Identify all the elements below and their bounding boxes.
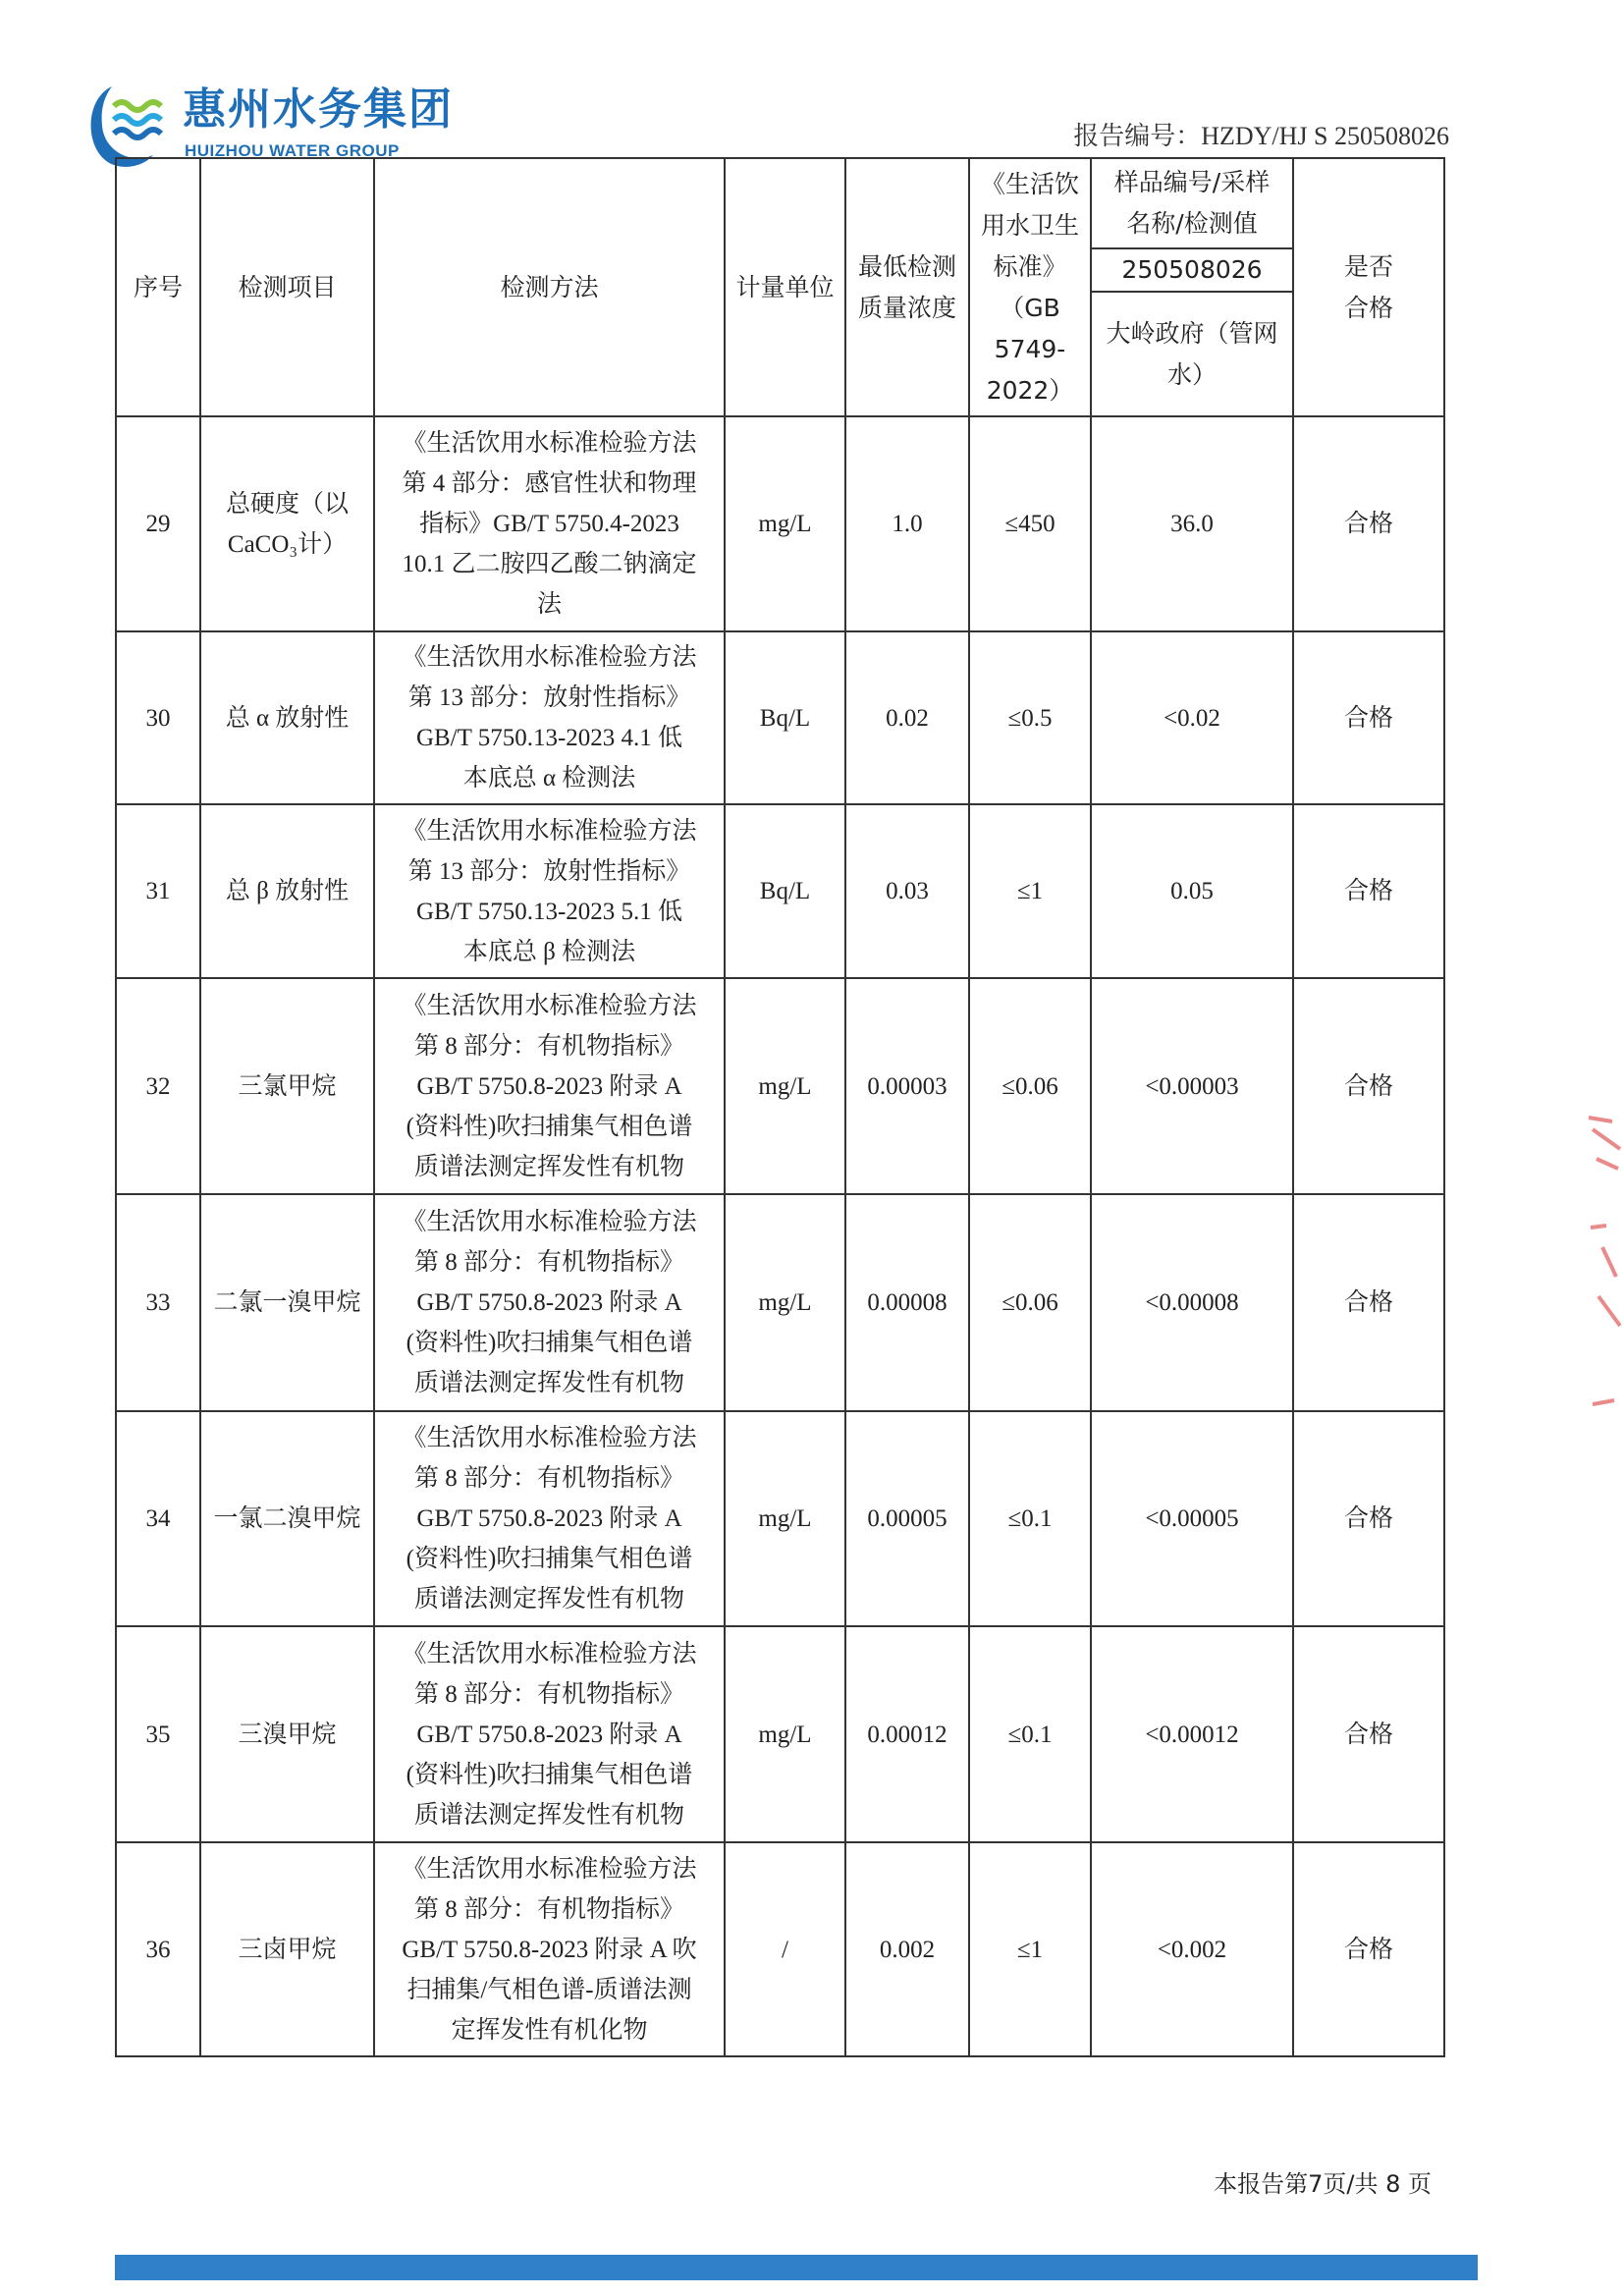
table-row <box>116 631 1444 804</box>
footer-bar <box>115 2255 1478 2280</box>
cell-limit: ≤0.1 <box>969 1411 1091 1626</box>
cell-value: 36.0 <box>1091 416 1293 631</box>
header-unit: 计量单位 <box>725 158 845 416</box>
cell-seq: 35 <box>116 1626 200 1842</box>
cell-result: 合格 <box>1293 1411 1444 1626</box>
cell-limit: ≤0.06 <box>969 978 1091 1194</box>
cell-method: 《生活饮用水标准检验方法 第 8 部分：有机物指标》 GB/T 5750.8-2023 附录 A (资料性)吹扫捕集气相色谱 质谱法测定挥发性有机物 <box>374 1626 725 1842</box>
table-row <box>116 804 1444 978</box>
cell-seq: 32 <box>116 978 200 1194</box>
cell-mdl: 0.03 <box>845 804 969 978</box>
cell-limit: ≤450 <box>969 416 1091 631</box>
cell-item: 总硬度（以 CaCO₃计） <box>200 416 374 631</box>
cell-item: 总 α 放射性 <box>200 631 374 804</box>
cell-mdl: 0.00008 <box>845 1194 969 1411</box>
header-sample-name: 大岭政府（管网 水） <box>1091 292 1293 416</box>
cell-unit: Bq/L <box>725 631 845 804</box>
cell-seq: 33 <box>116 1194 200 1411</box>
cell-result: 合格 <box>1293 631 1444 804</box>
header-method: 检测方法 <box>374 158 725 416</box>
cell-result: 合格 <box>1293 1626 1444 1842</box>
table-row <box>116 416 1444 631</box>
cell-method: 《生活饮用水标准检验方法 第 13 部分：放射性指标》 GB/T 5750.13-2023 4.1 低 本底总 α 检测法 <box>374 631 725 804</box>
table-row <box>116 1626 1444 1842</box>
cell-method: 《生活饮用水标准检验方法 第 8 部分：有机物指标》 GB/T 5750.8-2023 附录 A 吹 扫捕集/气相色谱-质谱法测 定挥发性有机化物 <box>374 1842 725 2056</box>
header-mdl: 最低检测 质量浓度 <box>845 158 969 416</box>
cell-unit: / <box>725 1842 845 2056</box>
cell-item: 三卤甲烷 <box>200 1842 374 2056</box>
red-seal-stamp-fragment <box>1583 1110 1624 1424</box>
logo-name-cn: 惠州水务集团 <box>183 84 454 135</box>
cell-value: <0.02 <box>1091 631 1293 804</box>
table-row <box>116 1842 1444 2056</box>
cell-limit: ≤0.06 <box>969 1194 1091 1411</box>
cell-method: 《生活饮用水标准检验方法 第 8 部分：有机物指标》 GB/T 5750.8-2023 附录 A (资料性)吹扫捕集气相色谱 质谱法测定挥发性有机物 <box>374 1411 725 1626</box>
header-sample-group: 样品编号/采样 名称/检测值 <box>1091 158 1293 248</box>
cell-item: 三氯甲烷 <box>200 978 374 1194</box>
report-number: 报告编号：HZDY/HJ S 250508026 <box>1073 122 1449 150</box>
cell-limit: ≤0.1 <box>969 1626 1091 1842</box>
cell-value: <0.00008 <box>1091 1194 1293 1411</box>
cell-seq: 31 <box>116 804 200 978</box>
cell-seq: 29 <box>116 416 200 631</box>
cell-method: 《生活饮用水标准检验方法 第 13 部分：放射性指标》 GB/T 5750.13-2023 5.1 低 本底总 β 检测法 <box>374 804 725 978</box>
cell-item: 一氯二溴甲烷 <box>200 1411 374 1626</box>
cell-result: 合格 <box>1293 1194 1444 1411</box>
cell-unit: mg/L <box>725 416 845 631</box>
cell-method: 《生活饮用水标准检验方法 第 8 部分：有机物指标》 GB/T 5750.8-2023 附录 A (资料性)吹扫捕集气相色谱 质谱法测定挥发性有机物 <box>374 1194 725 1411</box>
cell-value: <0.00005 <box>1091 1411 1293 1626</box>
cell-method: 《生活饮用水标准检验方法 第 4 部分：感官性状和物理 指标》GB/T 5750.4-2023 10.1 乙二胺四乙酸二钠滴定 法 <box>374 416 725 631</box>
cell-result: 合格 <box>1293 978 1444 1194</box>
cell-unit: mg/L <box>725 1194 845 1411</box>
table-row <box>116 1411 1444 1626</box>
cell-value: <0.00003 <box>1091 978 1293 1194</box>
header-standard: 《生活饮 用水卫生 标准》 （GB 5749- 2022） <box>969 158 1091 416</box>
cell-mdl: 0.00005 <box>845 1411 969 1626</box>
cell-mdl: 1.0 <box>845 416 969 631</box>
cell-value: <0.00012 <box>1091 1626 1293 1842</box>
cell-seq: 34 <box>116 1411 200 1626</box>
cell-limit: ≤1 <box>969 804 1091 978</box>
cell-method: 《生活饮用水标准检验方法 第 8 部分：有机物指标》 GB/T 5750.8-2023 附录 A (资料性)吹扫捕集气相色谱 质谱法测定挥发性有机物 <box>374 978 725 1194</box>
test-results-table <box>115 157 1445 2057</box>
cell-mdl: 0.00012 <box>845 1626 969 1842</box>
cell-unit: mg/L <box>725 978 845 1194</box>
cell-mdl: 0.00003 <box>845 978 969 1194</box>
table-row <box>116 978 1444 1194</box>
cell-value: <0.002 <box>1091 1842 1293 2056</box>
header-item: 检测项目 <box>200 158 374 416</box>
cell-mdl: 0.02 <box>845 631 969 804</box>
cell-item: 二氯一溴甲烷 <box>200 1194 374 1411</box>
cell-unit: mg/L <box>725 1411 845 1626</box>
header-result: 是否 合格 <box>1293 158 1444 416</box>
cell-limit: ≤1 <box>969 1842 1091 2056</box>
header-row <box>116 158 1444 248</box>
cell-result: 合格 <box>1293 416 1444 631</box>
cell-seq: 36 <box>116 1842 200 2056</box>
cell-result: 合格 <box>1293 804 1444 978</box>
logo-name-en: HUIZHOU WATER GROUP <box>185 141 400 160</box>
page-info: 本报告第7页/共 8 页 <box>1214 2170 1432 2198</box>
cell-mdl: 0.002 <box>845 1842 969 2056</box>
header-sample-id: 250508026 <box>1091 248 1293 292</box>
cell-limit: ≤0.5 <box>969 631 1091 804</box>
header-seq: 序号 <box>116 158 200 416</box>
cell-unit: mg/L <box>725 1626 845 1842</box>
table-row <box>116 1194 1444 1411</box>
cell-item: 三溴甲烷 <box>200 1626 374 1842</box>
cell-unit: Bq/L <box>725 804 845 978</box>
cell-result: 合格 <box>1293 1842 1444 2056</box>
cell-seq: 30 <box>116 631 200 804</box>
cell-value: 0.05 <box>1091 804 1293 978</box>
cell-item: 总 β 放射性 <box>200 804 374 978</box>
